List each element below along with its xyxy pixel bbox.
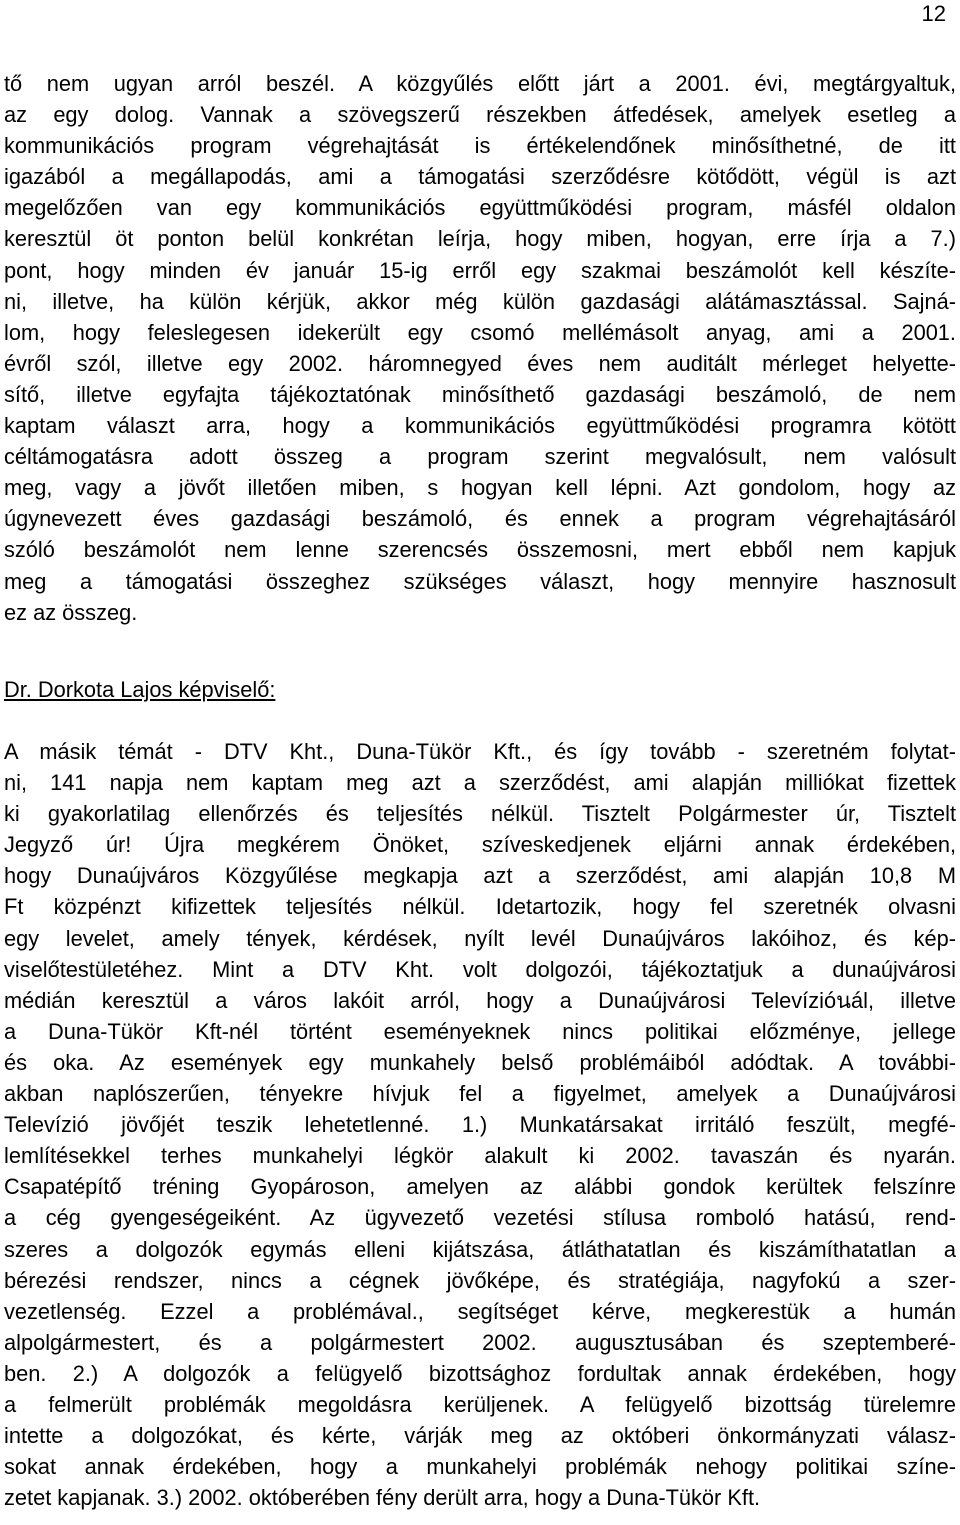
paragraph-dorkota-speech [4,736,956,1513]
text-line: ki gyakorlatilag ellenőrzés és teljesítés nélkül. Tisztelt Polgármester úr, Tisztelt [4,801,956,827]
text-line: viselőtestületéhez. Mint a DTV Kht. volt dolgozói, tájékoztatjuk a dunaújvárosi [4,956,956,982]
text-line: ez az összeg. [4,599,138,625]
text-line: Jegyző úr! Újra megkérem Önöket, szíveskedjenek eljárni annak érdekében, [4,832,956,858]
text-line: intette a dolgozókat, és kérte, várják meg az októberi önkormányzati válasz- [4,1423,956,1449]
paragraph-previous-speaker [4,68,956,628]
text-line: megelőzően van egy kommunikációs együttműködési program, másfél oldalon [4,195,956,221]
text-line: a Duna-Tükör Kft-nél történt eseményeknek nincs politikai előzménye, jellege [4,1018,956,1044]
text-line: kommunikációs program végrehajtását is értékelendőnek minősíthetné, de itt [4,133,956,159]
speaker-heading: Dr. Dorkota Lajos képviselő: [4,677,276,702]
text-line: a felmerült problémák megoldásra kerüljenek. A felügyelő bizottság türelemre [4,1391,956,1417]
text-line: a cég gyengeségeiként. Az ügyvezető vezetési stílusa romboló hatású, rend- [4,1205,956,1231]
text-line: kaptam választ arra, hogy a kommunikációs együttműködési programra kötött [4,413,956,439]
text-line: szóló beszámolót nem lenne szerencsés összemosni, mert ebből nem kapjuk [4,537,956,563]
text-line: úgynevezett éves gazdasági beszámoló, és ennek a program végrehajtásáról [4,506,956,532]
text-line: egy levelet, amely tények, kérdések, nyílt levél Dunaújváros lakóihoz, és kép- [4,925,956,951]
text-line: évről szól, illetve egy 2002. háromnegyed éves nem auditált mérleget helyette- [4,350,956,376]
text-line: lemlítésekkel terhes munkahelyi légkör alakult ki 2002. tavaszán és nyarán. [4,1143,956,1169]
text-line: bérezési rendszer, nincs a cégnek jövőképe, és stratégiája, nagyfokú a szer- [4,1267,956,1293]
text-line: ben. 2.) A dolgozók a felügyelő bizottsághoz fordultak annak érdekében, hogy [4,1360,956,1386]
text-line: A másik témát - DTV Kht., Duna-Tükör Kft., és így tovább - szeretném folytat- [4,739,956,764]
text-line: ni, illetve, ha külön kérjük, akkor még külön gazdasági alátámasztással. Sajná- [4,288,956,314]
text-line: akban naplószerűen, tényekre hívjuk fel a figyelmet, amelyek a Dunaújvárosi [4,1081,956,1107]
text-line: ni, 141 napja nem kaptam meg azt a szerződést, ami alapján milliókat fizettek [4,770,956,796]
page-number: 12 [921,1,946,26]
text-line: az egy dolog. Vannak a szövegszerű részekben átfedések, amelyek esetleg a [4,102,956,128]
text-line: lom, hogy feleslegesen idekerült egy csomó mellémásolt anyag, ami a 2001. [4,319,956,345]
text-line: keresztül öt ponton belül konkrétan leírja, hogy miben, hogyan, erre írja a 7.) [4,226,956,252]
text-line: alpolgármestert, és a polgármestert 2002. augusztusában és szeptemberé- [4,1329,956,1355]
text-line: zetet kapjanak. 3.) 2002. októberében fény derült arra, hogy a Duna-Tükör Kft. [4,1485,761,1511]
text-line: sítő, illetve egyfajta tájékoztatónak minősíthető gazdasági beszámoló, de nem [4,381,956,407]
text-line: igazából a megállapodás, ami a támogatási szerződésre kötődött, végül is azt [4,164,956,190]
text-line: és oka. Az események egy munkahely belső problémáiból adódtak. A további- [4,1049,956,1075]
text-line: meg a támogatási összeghez szükséges választ, hogy mennyire hasznosult [4,568,956,594]
text-line: szeres a dolgozók egymás elleni kijátszása, átláthatatlan és kiszámíthatatlan a [4,1236,956,1262]
text-line: Csapatépítő tréning Gyopároson, amelyen az alábbi gondok kerültek felszínre [4,1174,956,1200]
text-line: vezetlenség. Ezzel a problémával., segítséget kérve, megkerestük a humán [4,1298,956,1324]
text-line: pont, hogy minden év január 15-ig erről egy szakmai beszámolót kell készíte- [4,257,956,283]
text-line: Ft közpénzt kifizettek teljesítés nélkül. Idetartozik, hogy fel szeretnék olvasni [4,894,956,920]
text-line: médián keresztül a város lakóit arról, hogy a Dunaújvárosi Televízióนál, illetve [4,987,956,1013]
text-line: sokat annak érdekében, hogy a munkahelyi problémák nehogy politikai színe- [4,1454,956,1480]
text-line: hogy Dunaújváros Közgyűlése megkapja azt a szerződést, ami alapján 10,8 M [4,863,956,889]
text-line: meg, vagy a jövőt illetően miben, s hogyan kell lépni. Azt gondolom, hogy az [4,475,956,501]
text-line: céltámogatásra adott összeg a program szerint megvalósult, nem valósult [4,444,956,470]
text-line: Televízió jövőjét teszik lehetetlenné. 1.) Munkatársakat irritáló feszült, megfé- [4,1112,956,1138]
text-line: tő nem ugyan arról beszél. A közgyűlés előtt járt a 2001. évi, megtárgyaltuk, [4,71,956,96]
